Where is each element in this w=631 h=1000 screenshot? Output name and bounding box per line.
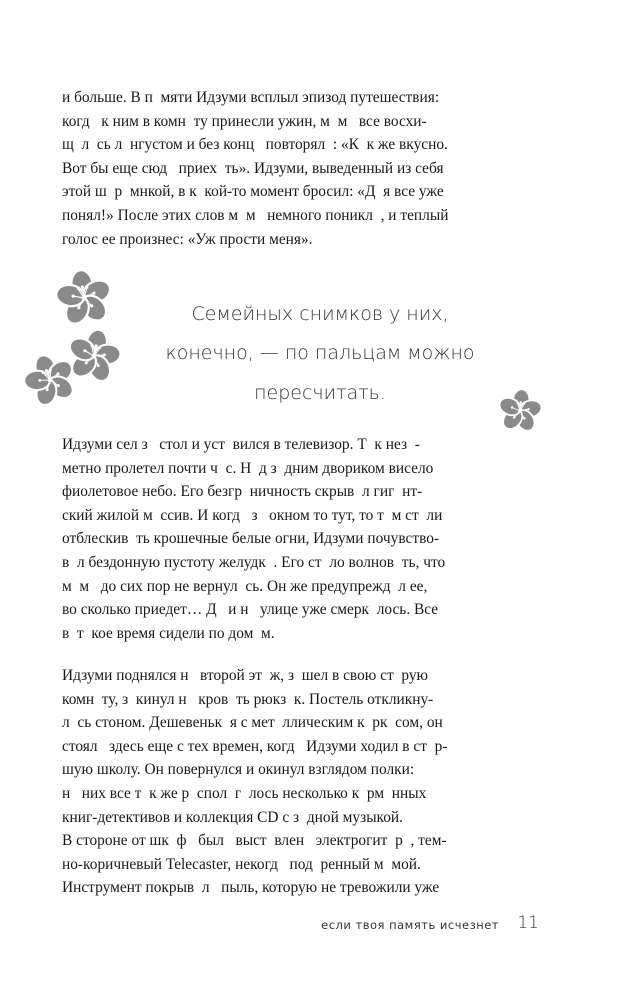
paragraph-2 bbox=[62, 433, 540, 645]
text-line: В стороне от шк ф был выст влен электрогит р , тем- bbox=[62, 832, 447, 850]
page-number: 11 bbox=[517, 913, 539, 933]
text-line: ский жилой м ссив. И когд з окном то тут, то т м ст ли bbox=[62, 506, 443, 524]
pull-quote-line: Семейных снимков у них, bbox=[191, 303, 449, 325]
text-line: м м до сих пор не вернул сь. Он же предупрежд л ее, bbox=[62, 577, 428, 595]
text-line: л сь стоном. Дешевеньк я с мет ллическим к рк сом, он bbox=[62, 714, 443, 732]
text-line: этой ш р мнкой, в к кой-то момент бросил: «Д я все уже bbox=[62, 183, 444, 201]
text-line: шую школу. Он повернулся и окинул взглядом полки: bbox=[62, 761, 415, 779]
text-line: Вот бы еще сюд приех ть». Идзуми, выведенный из себя bbox=[62, 159, 444, 177]
text-line: книг-детективов и коллекция CD с з дной музыкой. bbox=[62, 808, 404, 826]
text-line: щ л сь л нгустом и без конц повторял : «К к же вкусно. bbox=[62, 136, 448, 154]
paragraph-3 bbox=[62, 664, 540, 900]
text-line: Инструмент покрыв л пыль, которую не тревожили уже bbox=[62, 879, 440, 897]
text-line: отблескив ть крошечные белые огни, Идзуми почувство- bbox=[62, 530, 440, 548]
running-head: если твоя память исчезнет bbox=[321, 918, 499, 932]
pull-quote-line: конечно, — по пальцам можно bbox=[165, 342, 475, 364]
text-line: комн ту, з кинул н кров ть рюкз к. Постель откликну- bbox=[62, 690, 434, 708]
text-line: фиолетовое небо. Его безгр ничность скрыв л гиг нт- bbox=[62, 483, 423, 501]
text-line: когд к ним в комн ту принесли ужин, м м все восхи- bbox=[62, 112, 427, 130]
text-line: н них все т к же р спол г лось несколько к рм нных bbox=[62, 784, 427, 802]
text-line: во сколько приедет… Д и н улице уже смерк лось. Все bbox=[62, 601, 439, 619]
text-line: в т кое время сидели по дом м. bbox=[62, 624, 275, 642]
text-line: метно пролетел почти ч с. Н д з дним двориком висело bbox=[62, 459, 434, 477]
page-footer bbox=[0, 912, 631, 936]
text-line: Идзуми сел з стол и уст вился в телевизор. Т к нез - bbox=[62, 436, 420, 453]
text-line: понял!» После этих слов м м немного поникл , и теплый bbox=[62, 206, 449, 224]
text-line: и больше. В п мяти Идзуми всплыл эпизод путешествия: bbox=[62, 89, 440, 106]
pull-quote-line: пересчитать. bbox=[254, 382, 386, 404]
text-line: Идзуми поднялся н второй эт ж, з шел в свою ст рую bbox=[62, 667, 429, 684]
text-line: голос ее произнес: «Уж прости меня». bbox=[62, 230, 313, 248]
text-line: в л бездонную пустоту желудк . Его ст ло волнов ть, что bbox=[62, 553, 446, 571]
text-line: стоял здесь еще с тех времен, когд Идзуми ходил в ст р- bbox=[62, 737, 448, 755]
text-line: но-коричневый Telecaster, некогд под ренный м мой. bbox=[62, 855, 421, 873]
